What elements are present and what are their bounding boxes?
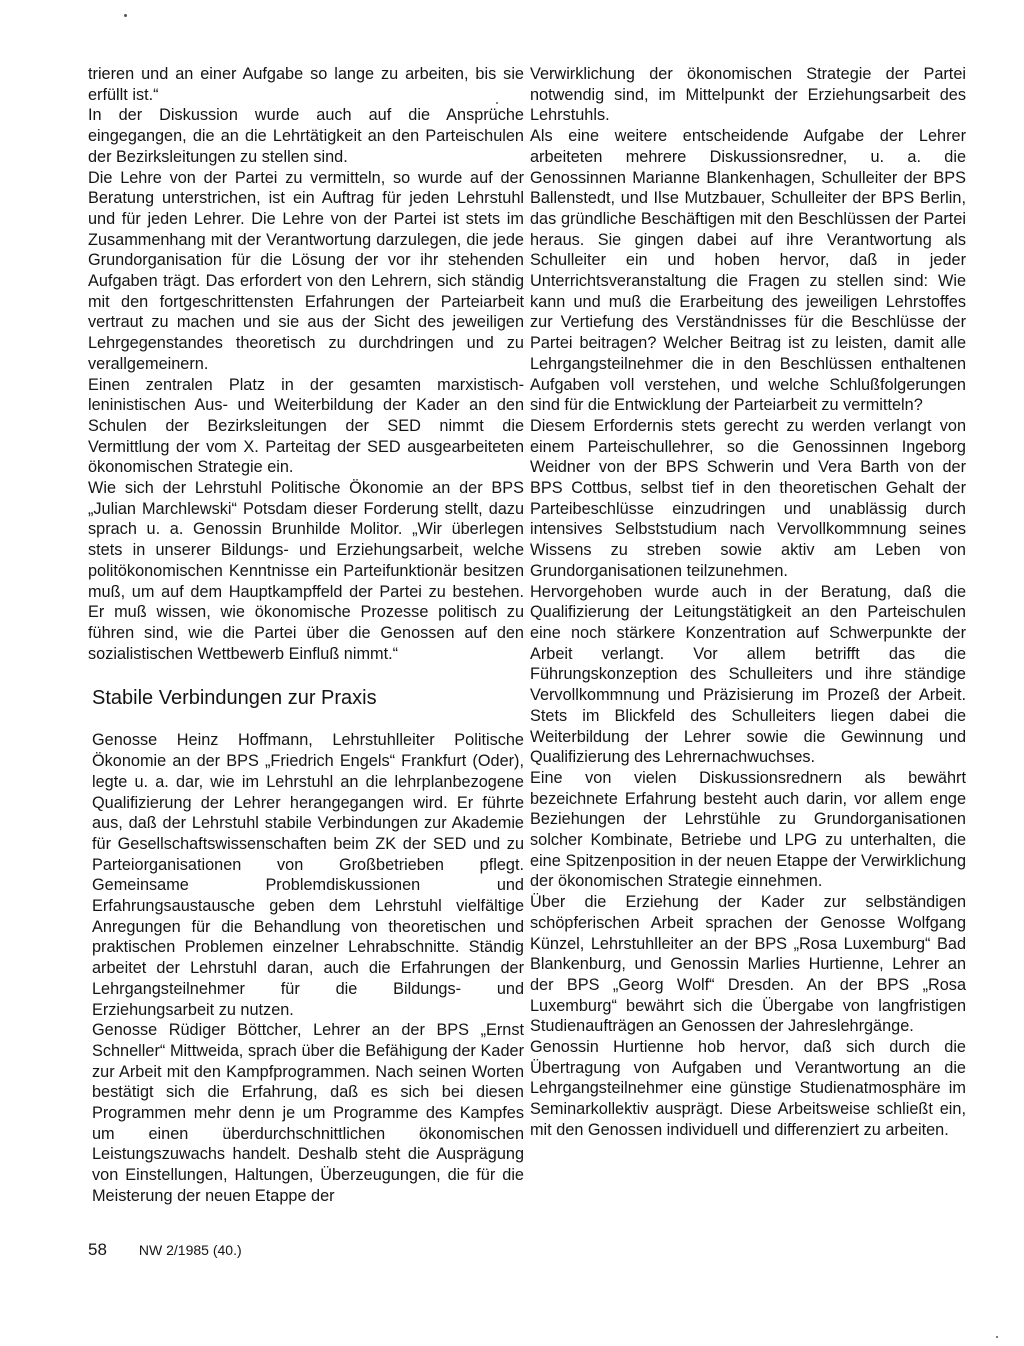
issue-label: NW 2/1985 (40.) <box>138 1242 242 1258</box>
paragraph: Als eine weitere entscheidende Aufgabe der Lehrer arbeiteten mehrere Diskussionsredner, u. a. die Genossinnen Marianne Blankenhagen, Schulleiter der BPS Ballenstedt, und Ilse Mutzbauer, Schulleiter der BPS Berlin, das gründliche Beschäftigen mit den Beschlüssen der Partei heraus. Sie gingen dabei auf ihre Verantwortung als Schulleiter ein und hoben hervor, daß in jeder Unterrichtsveranstaltung die Fragen zu stellen sind: Wie kann und muß die Erarbeitung des jeweiligen Lehrstoffes zur Vertiefung des Verständnisses für die Beschlüsse der Partei beitragen? Welcher Beitrag ist zu leisten, damit alle Lehrgangsteilnehmer die in den Beschlüssen enthaltenen Aufgaben voll verstehen, und welche Schlußfolgerungen sind für die Entwicklung der Parteiarbeit zu vermitteln? <box>530 127 966 415</box>
paragraph: trieren und an einer Aufgabe so lange zu arbeiten, bis sie erfüllt ist.“ <box>88 65 524 104</box>
section-heading: Stabile Verbindungen zur Praxis <box>92 687 377 710</box>
paragraph: Wie sich der Lehrstuhl Politische Ökonomie an der BPS „Julian Marchlewski“ Potsdam dieser Forderung stellt, dazu sprach u. a. Genossin Brunhilde Molitor. „Wir überlegen stets in unserer Bildungs- und Erziehungsarbeit, welche politökonomischen Kenntnisse ein Parteifunktionär besitzen muß, um auf dem Hauptkampffeld der Partei zu bestehen. Er muß wissen, wie ökonomische Prozesse politisch zu führen sind, wie die Partei über die Genossen auf den sozialistischen Wettbewerb Einfluß nimmt.“ <box>88 479 524 663</box>
paragraph: Genossin Hurtienne hob hervor, daß sich durch die Übertragung von Aufgaben und Verantwortung an die Lehrgangsteilnehmer eine günstige Studienatmosphäre im Seminarkollektiv ausprägt. Diese Arbeitsweise schließt ein, mit den Genossen individuell und differenziert zu arbeiten. <box>530 1038 966 1139</box>
page-number: 58 <box>88 1240 107 1259</box>
left-column <box>88 64 524 1207</box>
paragraph: Über die Erziehung der Kader zur selbständigen schöpferischen Arbeit sprachen der Genosse Wolfgang Künzel, Lehrstuhlleiter an der BPS „Rosa Luxemburg“ Bad Blankenburg, und Genossin Marlies Hurtienne, Lehrer an der BPS „Georg Wolf“ Dresden. An der BPS „Rosa Luxemburg“ bewährt sich die Übergabe von langfristigen Studienaufträgen an Genossen der Jahreslehrgänge. <box>530 893 966 1036</box>
paragraph: Eine von vielen Diskussionsrednern als bewährt bezeichnete Erfahrung besteht auch darin, vor allem enge Beziehungen der Lehrstühle zu Grundorganisationen solcher Kombinate, Betriebe und LPG zu unterhalten, die eine Spitzenposition in der neuen Etappe der Verwirklichung der ökonomischen Strategie einnehmen. <box>530 768 966 891</box>
right-column <box>530 64 966 1141</box>
paragraph: Diesem Erfordernis stets gerecht zu werden verlangt von einem Parteischullehrer, so die Genossinnen Ingeborg Weidner von der BPS Schwerin und Vera Barth von der BPS Cottbus, selbst tief in den theoretischen Gehalt der Parteibeschlüsse einzudringen und unablässig durch intensives Selbststudium nach Vervollkommnung seines Wissens zu streben sowie aktiv am Leben von Grundorganisationen teilzunehmen. <box>530 416 966 580</box>
paragraph: Verwirklichung der ökonomischen Strategie der Partei notwendig sind, im Mittelpunkt der Erziehungsarbeit des Lehrstuhls. <box>530 65 966 125</box>
page-footer <box>88 1240 242 1260</box>
scan-speck <box>996 1336 998 1338</box>
scan-speck <box>124 14 127 17</box>
paragraph: Die Lehre von der Partei zu vermitteln, so wurde auf der Beratung unterstrichen, ist ein Auftrag für jeden Lehrstuhl und für jeden Lehrer. Die Lehre von der Partei ist stets im Zusammenhang mit der Verantwortung darzulegen, die jede Grundorganisation für die Lösung der vor ihr stehenden Aufgaben trägt. Das erfordert von den Lehrern, sich ständig mit den fortgeschrittensten Erfahrungen der Parteiarbeit vertraut zu machen und sie aus der Sicht des jeweiligen Lehrgegenstandes theoretisch zu durchdringen und zu verallgemeinern. <box>88 168 524 373</box>
paragraph: Einen zentralen Platz in der gesamten marxistisch-leninistischen Aus- und Weiterbildung der Kader an den Schulen der Bezirksleitungen der SED nimmt die Vermittlung der vom X. Parteitag der SED ausgearbeiteten ökonomischen Strategie ein. <box>88 375 524 477</box>
paragraph: In der Diskussion wurde auch auf die Ansprüche eingegangen, die an die Lehrtätigkeit an den Parteischulen der Bezirksleitungen zu stellen sind. <box>88 106 524 166</box>
paragraph: Hervorgehoben wurde auch in der Beratung, daß die Qualifizierung der Leitungstätigkeit an den Parteischulen eine noch stärkere Konzentration auf Schwerpunkte der Arbeit verlangt. Vor allem betrifft das die Führungskonzeption des Schulleiters und ihre ständige Vervollkommnung und Präzisierung im Prozeß der Arbeit. Stets im Blickfeld des Schulleiters liegen dabei die Weiterbildung der Lehrer sowie die Gewinnung und Qualifizierung des Lehrernachwuchses. <box>530 582 966 767</box>
paragraph: Genosse Heinz Hoffmann, Lehrstuhlleiter Politische Ökonomie an der BPS „Friedrich Engels“ Frankfurt (Oder), legte u. a. dar, wie im Lehrstuhl an die lehrplanbezogene Qualifizierung der Lehrer herangegangen wird. Er führte aus, daß der Lehrstuhl stabile Verbindungen zur Akademie für Gesellschaftswissenschaften beim ZK der SED und zu Parteiorganisationen von Großbetrieben pflegt. Gemeinsame Problemdiskussionen und Erfahrungsaustausche geben dem Lehrstuhl vielfältige Anregungen für die Behandlung von theoretischen und praktischen Problemen einzelner Lehrabschnitte. Ständig arbeitet der Lehrstuhl daran, auch die Erfahrungen der Lehrgangsteilnehmer für die Bildungs- und Erziehungsarbeit zu nutzen. <box>92 731 524 1019</box>
scan-speck <box>496 102 498 104</box>
paragraph: Genosse Rüdiger Böttcher, Lehrer an der BPS „Ernst Schneller“ Mittweida, sprach über die Befähigung der Kader zur Arbeit mit den Kampfprogrammen. Nach seinen Worten bestätigt sich die Erfahrung, daß es sich bei diesen Programmen mehr denn je um Programme des Kampfes um einen überdurchschnittlichen ökonomischen Leistungszuwachs handelt. Deshalb steht die Ausprägung von Einstellungen, Haltungen, Überzeugungen, die für die Meisterung der neuen Etappe der <box>92 1021 524 1205</box>
